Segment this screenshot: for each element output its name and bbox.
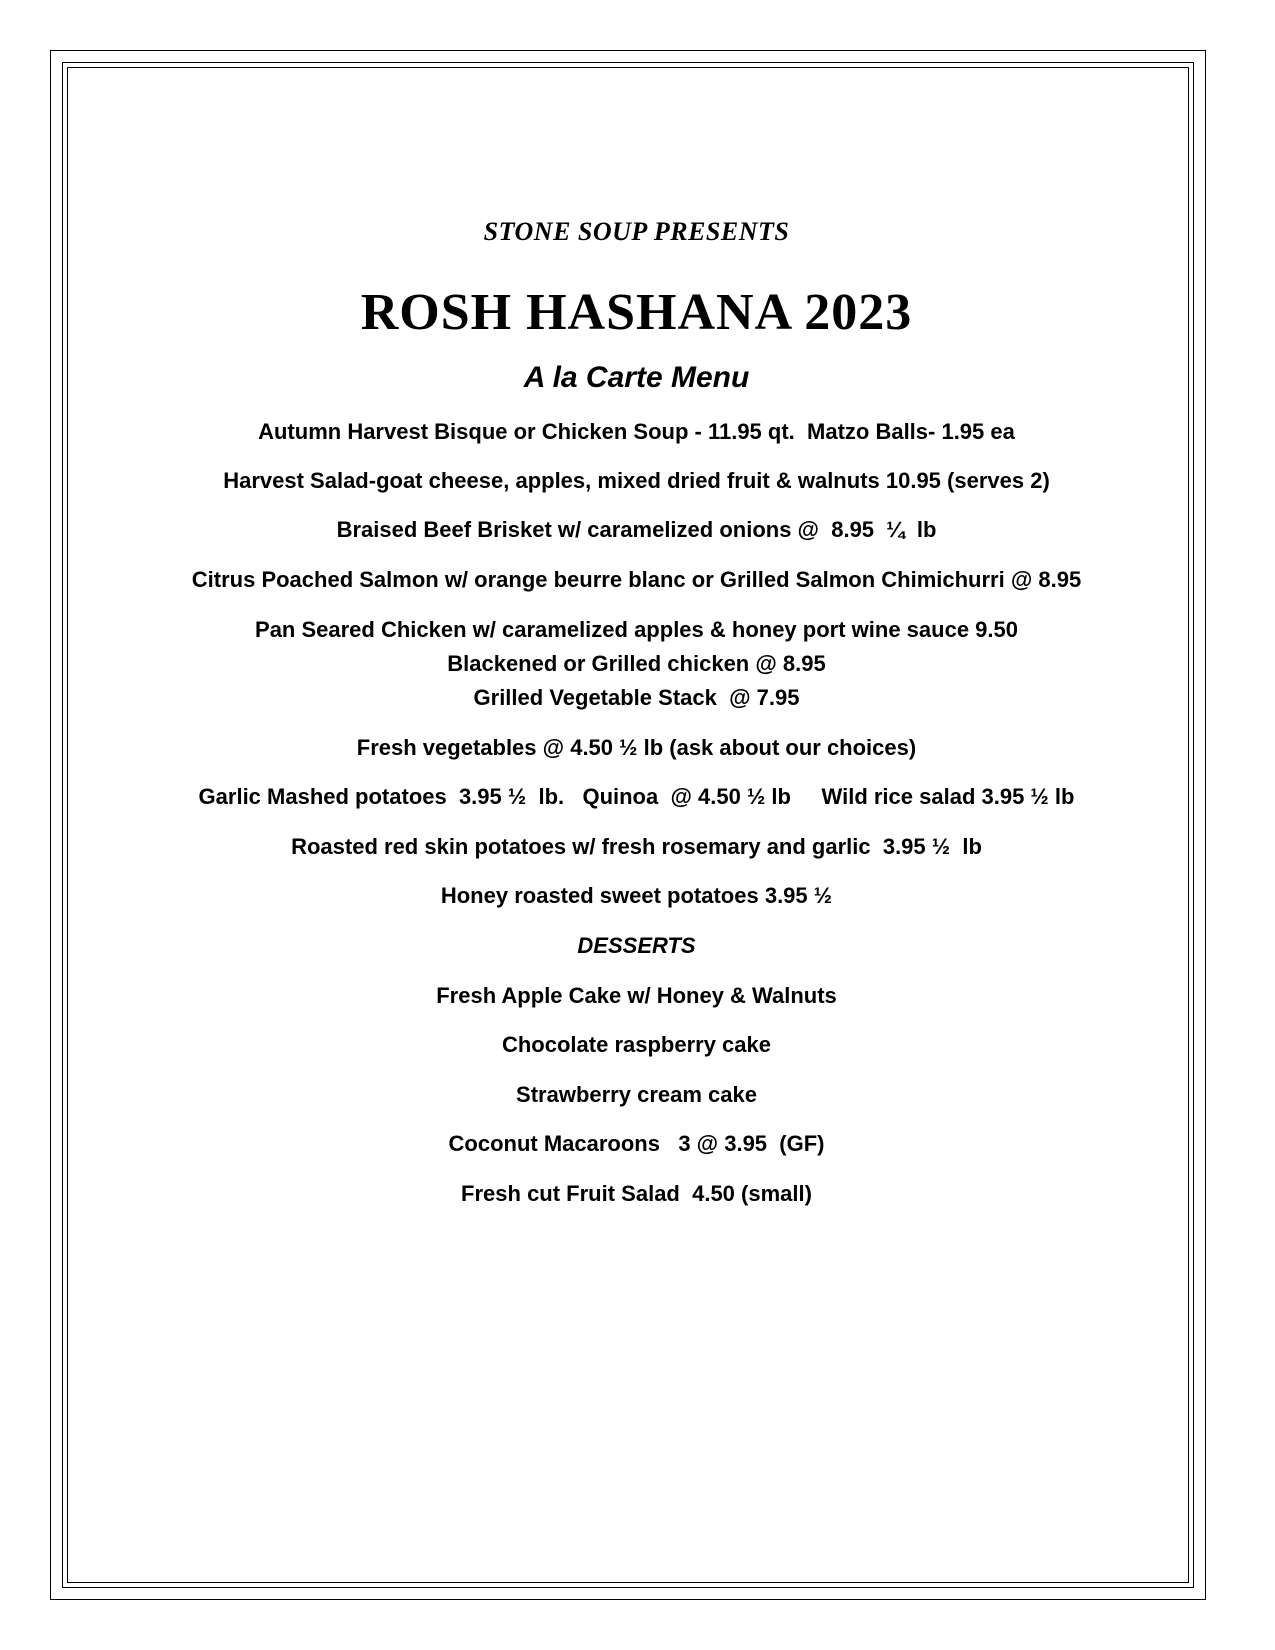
dessert-apple-cake: Fresh Apple Cake w/ Honey & Walnuts — [436, 983, 837, 1008]
menu-item-pan-seared-chicken: Pan Seared Chicken w/ caramelized apples & honey port wine sauce 9.50 — [255, 617, 1018, 642]
menu-item-soup: Autumn Harvest Bisque or Chicken Soup - 11.95 qt. Matzo Balls- 1.95 ea — [258, 419, 1015, 444]
dessert-strawberry-cake: Strawberry cream cake — [516, 1082, 757, 1107]
dessert-fruit-salad: Fresh cut Fruit Salad 4.50 (small) — [461, 1181, 812, 1206]
menu-item-salad: Harvest Salad-goat cheese, apples, mixed dried fruit & walnuts 10.95 (serves 2) — [223, 468, 1050, 493]
dessert-macaroons: Coconut Macaroons 3 @ 3.95 (GF) — [448, 1131, 825, 1156]
page-title: ROSH HASHANA 2023 — [360, 284, 913, 341]
menu-item-sides: Garlic Mashed potatoes 3.95 ½ lb. Quinoa @ 4.50 ½ lb Wild rice salad 3.95 ½ lb — [198, 784, 1075, 809]
menu-item-brisket: Braised Beef Brisket w/ caramelized onions @ 8.95 ¼ lb — [336, 517, 937, 542]
menu-item-grilled-chicken: Blackened or Grilled chicken @ 8.95 — [447, 651, 826, 676]
menu-item-fresh-vegetables: Fresh vegetables @ 4.50 ½ lb (ask about our choices) — [356, 735, 917, 760]
desserts-heading: DESSERTS — [577, 933, 696, 958]
dessert-chocolate-cake: Chocolate raspberry cake — [501, 1032, 772, 1057]
menu-item-red-potatoes: Roasted red skin potatoes w/ fresh rosemary and garlic 3.95 ½ lb — [291, 834, 982, 859]
menu-item-vegetable-stack: Grilled Vegetable Stack @ 7.95 — [473, 685, 800, 710]
menu-item-sweet-potatoes: Honey roasted sweet potatoes 3.95 ½ — [440, 883, 833, 908]
menu-subtitle: A la Carte Menu — [523, 361, 750, 394]
menu-item-salmon: Citrus Poached Salmon w/ orange beurre blanc or Grilled Salmon Chimichurri @ 8.95 — [191, 567, 1082, 592]
presenter-line: STONE SOUP PRESENTS — [483, 217, 790, 246]
